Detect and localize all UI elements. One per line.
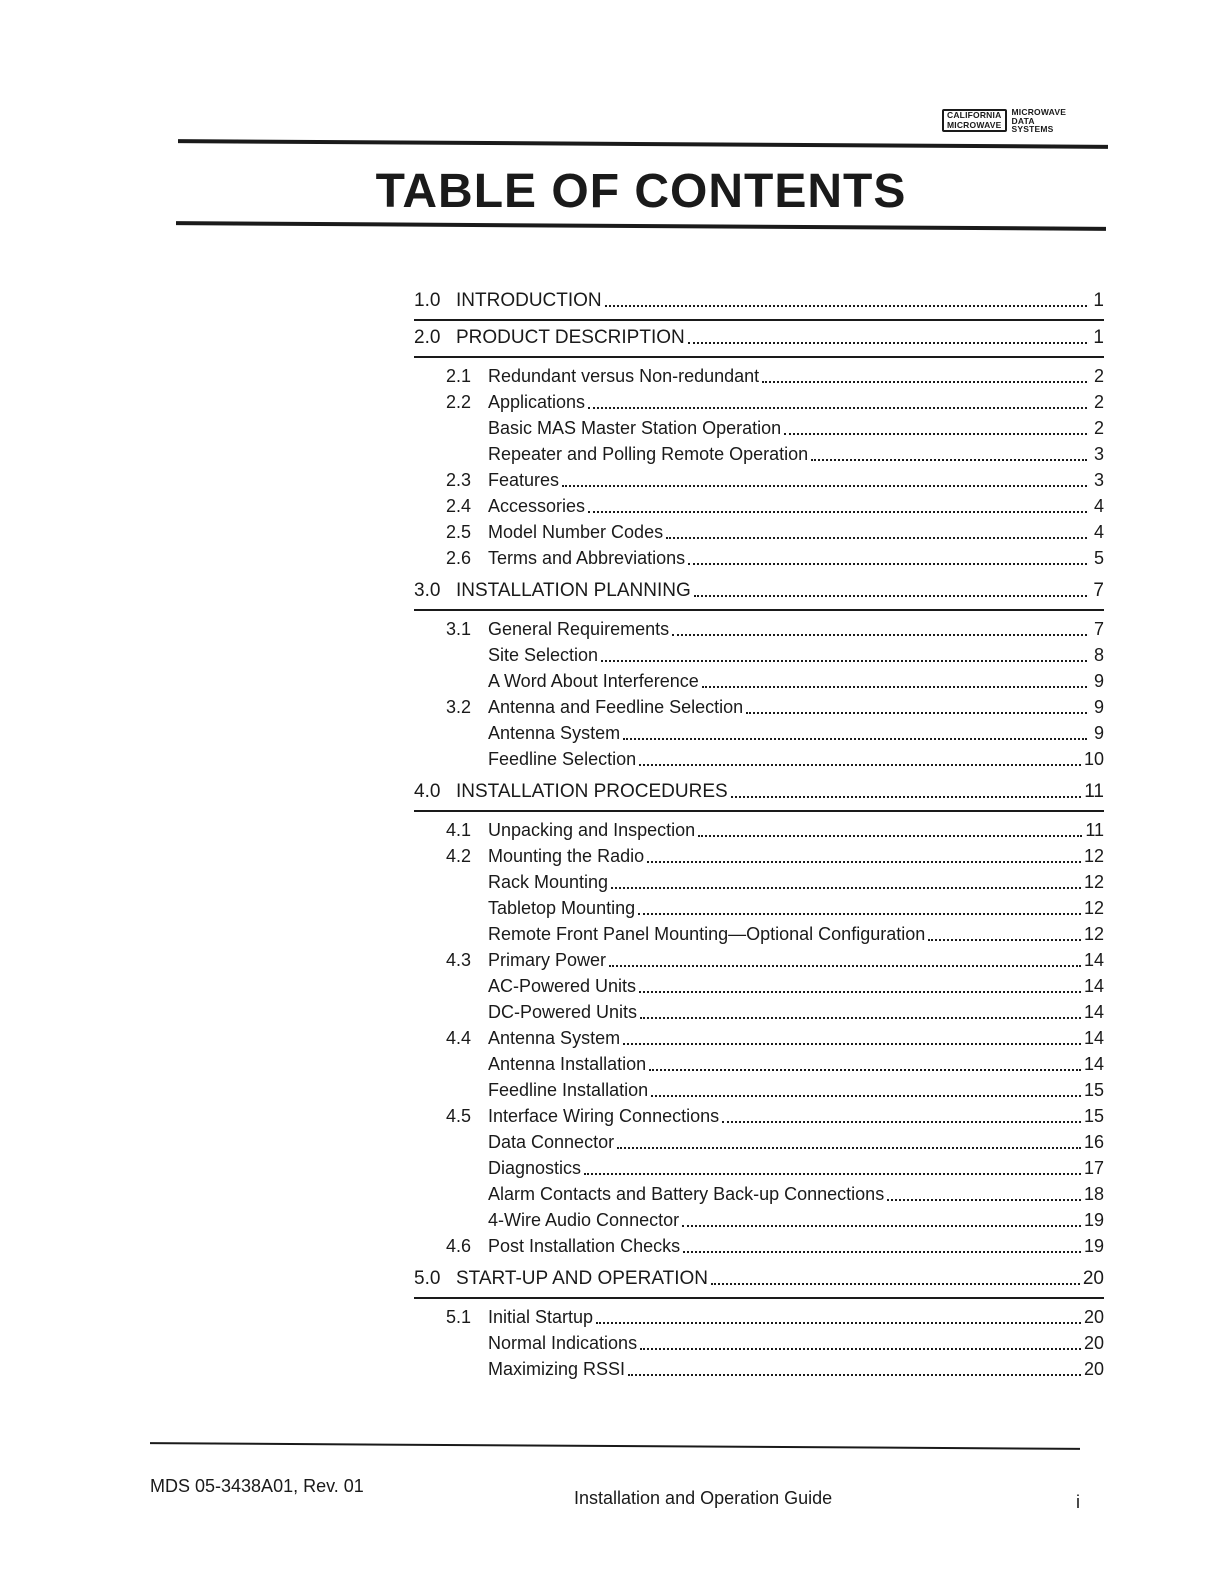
page-ref: 17: [1083, 1158, 1104, 1178]
dot-leader: [688, 563, 1087, 565]
dot-leader: [784, 433, 1087, 435]
entry-title: Feedline Selection: [488, 749, 637, 769]
page-ref: 14: [1083, 950, 1104, 970]
subsection-number: 4.5: [446, 1106, 472, 1126]
dot-leader: [666, 537, 1087, 539]
dot-leader: [640, 1348, 1081, 1350]
entry-title: Unpacking and Inspection: [488, 820, 696, 840]
page-ref: 9: [1093, 723, 1104, 743]
logo-text-line: DATA: [1011, 115, 1035, 126]
toc-subsection-entry[interactable]: [414, 1307, 1104, 1333]
entry-title: Terms and Abbreviations: [488, 548, 686, 568]
entry-title: Remote Front Panel Mounting—Optional Configuration: [488, 924, 926, 944]
toc-subsection-entry[interactable]: [414, 470, 1104, 496]
page-ref: 19: [1083, 1210, 1104, 1230]
subsection-number: 2.2: [446, 392, 472, 412]
section-title: INSTALLATION PLANNING: [456, 580, 691, 601]
toc-subsection-entry[interactable]: [414, 1236, 1104, 1262]
toc-topic-entry[interactable]: [414, 749, 1104, 775]
dot-leader: [746, 712, 1087, 714]
toc-section-heading[interactable]: [414, 580, 1104, 611]
dot-leader: [584, 1173, 1081, 1175]
page-ref: 15: [1083, 1080, 1104, 1100]
page-ref: 14: [1083, 1002, 1104, 1022]
subsection-number: 2.4: [446, 496, 472, 516]
footer-rule: [150, 1442, 1080, 1450]
page-ref: 2: [1093, 392, 1104, 412]
toc-subsection-entry[interactable]: [414, 820, 1104, 846]
dot-leader: [647, 861, 1081, 863]
toc-subsection-list: [414, 812, 1104, 1262]
page-ref: 16: [1083, 1132, 1104, 1152]
entry-title: Tabletop Mounting: [488, 898, 636, 918]
dot-leader: [601, 660, 1087, 662]
dot-leader: [611, 887, 1081, 889]
logo-text-line: MICROWAVE: [1011, 107, 1067, 117]
section-title: INSTALLATION PROCEDURES: [456, 781, 728, 802]
entry-title: Site Selection: [488, 645, 599, 665]
section-number: 2.0: [414, 327, 441, 348]
toc-topic-entry[interactable]: [414, 1158, 1104, 1184]
page-ref: 1: [1093, 290, 1104, 311]
dot-leader: [649, 1069, 1081, 1071]
toc-topic-entry[interactable]: [414, 898, 1104, 924]
toc-topic-entry[interactable]: [414, 1080, 1104, 1106]
subsection-number: 4.4: [446, 1028, 472, 1048]
subsection-number: 2.3: [446, 470, 472, 490]
page-ref: 12: [1083, 846, 1104, 866]
page-ref: 20: [1082, 1268, 1104, 1289]
page-ref: 3: [1093, 444, 1104, 464]
logo-box: [942, 109, 1007, 132]
page-ref: 2: [1093, 366, 1104, 386]
entry-title: Feedline Installation: [488, 1080, 649, 1100]
entry-title: Redundant versus Non-redundant: [488, 366, 760, 386]
dot-leader: [609, 965, 1081, 967]
page-ref: 11: [1084, 781, 1104, 802]
toc-topic-entry[interactable]: [414, 976, 1104, 1002]
dot-leader: [588, 511, 1087, 513]
toc-subsection-entry[interactable]: [414, 392, 1104, 418]
page-ref: 1: [1093, 327, 1104, 348]
dot-leader: [683, 1251, 1081, 1253]
subsection-number: 4.3: [446, 950, 472, 970]
dot-leader: [694, 595, 1087, 597]
entry-title: Initial Startup: [488, 1307, 594, 1327]
toc-topic-entry[interactable]: [414, 645, 1104, 671]
page-ref: 12: [1083, 924, 1104, 944]
toc-subsection-list: [414, 358, 1104, 574]
page-ref: 9: [1093, 671, 1104, 691]
section-number: 4.0: [414, 781, 441, 802]
entry-title: Primary Power: [488, 950, 607, 970]
entry-title: Accessories: [488, 496, 586, 516]
subsection-number: 3.1: [446, 619, 472, 639]
dot-leader: [702, 686, 1087, 688]
toc-topic-entry[interactable]: [414, 1002, 1104, 1028]
toc-topic-entry[interactable]: [414, 418, 1104, 444]
entry-title: General Requirements: [488, 619, 670, 639]
toc-topic-entry[interactable]: [414, 1359, 1104, 1385]
toc-topic-entry[interactable]: [414, 1132, 1104, 1158]
toc-subsection-list: [414, 611, 1104, 775]
toc-topic-entry[interactable]: [414, 1210, 1104, 1236]
logo-text: [1012, 108, 1067, 134]
section-title: START-UP AND OPERATION: [456, 1268, 708, 1289]
entry-title: Interface Wiring Connections: [488, 1106, 720, 1126]
page-ref: 7: [1093, 619, 1104, 639]
entry-title: Applications: [488, 392, 586, 412]
dot-leader: [623, 1043, 1081, 1045]
entry-title: Features: [488, 470, 560, 490]
page-ref: 14: [1083, 1054, 1104, 1074]
dot-leader: [651, 1095, 1081, 1097]
toc-topic-entry[interactable]: [414, 671, 1104, 697]
subsection-number: 4.6: [446, 1236, 472, 1256]
page-ref: 18: [1083, 1184, 1104, 1204]
toc-topic-entry[interactable]: [414, 1054, 1104, 1080]
entry-title: Antenna Installation: [488, 1054, 647, 1074]
page-ref: 14: [1083, 1028, 1104, 1048]
toc-subsection-entry[interactable]: [414, 697, 1104, 723]
dot-leader: [628, 1374, 1081, 1376]
dot-leader: [588, 407, 1087, 409]
dot-leader: [672, 634, 1087, 636]
logo-text-line: SYSTEMS: [1011, 124, 1054, 134]
entry-title: 4-Wire Audio Connector: [488, 1210, 680, 1230]
page-ref: 3: [1093, 470, 1104, 490]
entry-title: Rack Mounting: [488, 872, 609, 892]
entry-title: Antenna System: [488, 1028, 621, 1048]
title-bottom-rule: [176, 221, 1106, 231]
subsection-number: 2.5: [446, 522, 472, 542]
section-number: 1.0: [414, 290, 441, 311]
dot-leader: [639, 991, 1081, 993]
dot-leader: [623, 738, 1087, 740]
page-ref: 9: [1093, 697, 1104, 717]
section-title: PRODUCT DESCRIPTION: [456, 327, 685, 348]
page-ref: 20: [1083, 1333, 1104, 1353]
toc-topic-entry[interactable]: [414, 1333, 1104, 1359]
entry-title: Antenna and Feedline Selection: [488, 697, 744, 717]
page-ref: 14: [1083, 976, 1104, 996]
dot-leader: [682, 1225, 1081, 1227]
page-title: TABLE OF CONTENTS: [375, 165, 907, 218]
dot-leader: [698, 835, 1082, 837]
dot-leader: [638, 913, 1081, 915]
entry-title: Maximizing RSSI: [488, 1359, 626, 1379]
dot-leader: [640, 1017, 1081, 1019]
toc-subsection-entry[interactable]: [414, 619, 1104, 645]
entry-title: Model Number Codes: [488, 522, 664, 542]
toc-subsection-entry[interactable]: [414, 548, 1104, 574]
dot-leader: [762, 381, 1087, 383]
entry-title: Post Installation Checks: [488, 1236, 681, 1256]
subsection-number: 4.1: [446, 820, 472, 840]
page-number: i: [1076, 1492, 1080, 1512]
toc-subsection-entry[interactable]: [414, 1106, 1104, 1132]
subsection-number: 2.6: [446, 548, 472, 568]
page-ref: 20: [1083, 1307, 1104, 1327]
toc-subsection-list: [414, 1299, 1104, 1385]
page-ref: 2: [1093, 418, 1104, 438]
section-title: INTRODUCTION: [456, 290, 602, 311]
dot-leader: [617, 1147, 1081, 1149]
table-of-contents: [414, 290, 1104, 1385]
page-ref: 4: [1093, 522, 1104, 542]
subsection-number: 2.1: [446, 366, 472, 386]
entry-title: A Word About Interference: [488, 671, 699, 691]
entry-title: DC-Powered Units: [488, 1002, 638, 1022]
toc-topic-entry[interactable]: [414, 1184, 1104, 1210]
dot-leader: [688, 342, 1087, 344]
page-ref: 20: [1083, 1359, 1104, 1379]
entry-title: AC-Powered Units: [488, 976, 637, 996]
toc-section-heading[interactable]: [414, 1268, 1104, 1299]
logo-box-line: CALIFORNIA: [947, 110, 1002, 121]
title-top-rule: [178, 139, 1108, 149]
dot-leader: [596, 1322, 1081, 1324]
toc-section-heading[interactable]: [414, 327, 1104, 358]
toc-section-heading[interactable]: [414, 290, 1104, 321]
page-ref: 4: [1093, 496, 1104, 516]
dot-leader: [562, 485, 1087, 487]
page-ref: 19: [1083, 1236, 1104, 1256]
toc-subsection-entry[interactable]: [414, 950, 1104, 976]
subsection-number: 3.2: [446, 697, 472, 717]
toc-subsection-entry[interactable]: [414, 366, 1104, 392]
toc-topic-entry[interactable]: [414, 444, 1104, 470]
dot-leader: [731, 796, 1082, 798]
subsection-number: 5.1: [446, 1307, 472, 1327]
page-ref: 12: [1083, 898, 1104, 918]
dot-leader: [722, 1121, 1081, 1123]
entry-title: Repeater and Polling Remote Operation: [488, 444, 809, 464]
subsection-number: 4.2: [446, 846, 472, 866]
toc-topic-entry[interactable]: [414, 872, 1104, 898]
toc-subsection-entry[interactable]: [414, 846, 1104, 872]
page-ref: 11: [1085, 820, 1104, 840]
page-ref: 5: [1093, 548, 1104, 568]
page-ref: 8: [1093, 645, 1104, 665]
page-ref: 12: [1083, 872, 1104, 892]
logo-box-line: MICROWAVE: [947, 119, 1002, 130]
toc-topic-entry[interactable]: [414, 723, 1104, 749]
dot-leader: [639, 764, 1081, 766]
entry-title: Normal Indications: [488, 1333, 638, 1353]
dot-leader: [711, 1283, 1080, 1285]
guide-title: Installation and Operation Guide: [574, 1488, 833, 1508]
dot-leader: [605, 305, 1087, 307]
entry-title: Data Connector: [488, 1132, 615, 1152]
entry-title: Basic MAS Master Station Operation: [488, 418, 782, 438]
toc-subsection-entry[interactable]: [414, 1028, 1104, 1054]
toc-section-heading[interactable]: [414, 781, 1104, 812]
toc-topic-entry[interactable]: [414, 924, 1104, 950]
entry-title: Alarm Contacts and Battery Back-up Connections: [488, 1184, 885, 1204]
entry-title: Antenna System: [488, 723, 621, 743]
entry-title: Mounting the Radio: [488, 846, 645, 866]
toc-subsection-entry[interactable]: [414, 522, 1104, 548]
document-number: MDS 05-3438A01, Rev. 01: [150, 1476, 364, 1496]
dot-leader: [811, 459, 1087, 461]
dot-leader: [887, 1199, 1081, 1201]
page-ref: 10: [1083, 749, 1104, 769]
page-ref: 7: [1093, 580, 1104, 601]
page-ref: 15: [1083, 1106, 1104, 1126]
dot-leader: [928, 939, 1081, 941]
section-number: 5.0: [414, 1268, 441, 1289]
section-number: 3.0: [414, 580, 441, 601]
company-logo: [942, 108, 1066, 134]
entry-title: Diagnostics: [488, 1158, 582, 1178]
toc-subsection-entry[interactable]: [414, 496, 1104, 522]
